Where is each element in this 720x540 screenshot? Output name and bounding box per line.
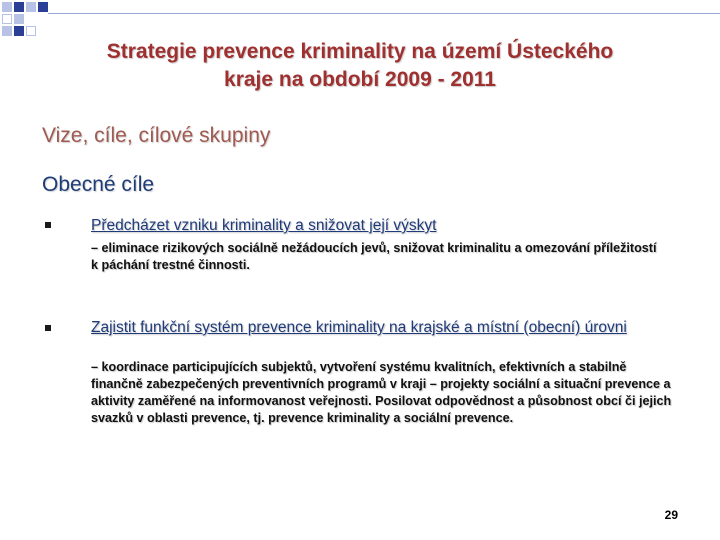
slide-subtitle: Vize, cíle, cílové skupiny (42, 124, 271, 147)
goal-title: Zajistit funkční systém prevence kriminality na krajské a místní (obecní) úrovni (91, 319, 627, 336)
slide-title (40, 38, 680, 94)
corner-decoration-square (14, 26, 24, 36)
section-heading: Obecné cíle (42, 173, 155, 196)
goal-description: – eliminace rizikových sociálně nežádoucích jevů, snižovat kriminalitu a omezování příležitostí k páchání trestné činnosti. (91, 241, 657, 272)
goal-title: Předcházet vzniku kriminality a snižovat její výskyt (91, 217, 437, 234)
corner-decoration-square (2, 2, 12, 12)
corner-decoration-square (26, 2, 36, 12)
corner-decoration-square (14, 2, 24, 12)
slide-title-line-2: kraje na období 2009 - 2011 (224, 68, 496, 91)
corner-decoration-square (2, 14, 12, 24)
page-number: 29 (664, 508, 678, 522)
corner-decoration-square (14, 14, 24, 24)
bullet-square-icon (45, 222, 51, 228)
goal-description: – koordinace participujících subjektů, vytvoření systému kvalitních, efektivních a stabilně finančně zabezpečených preventivních programů v kraji – projekty sociální a situační prevence a aktivity zaměřené na informovanost veřejnosti. Posilovat odpovědnost a působnost obcí či jejich svazků v oblasti prevence, tj. prevence kriminality a sociální prevence. (91, 360, 672, 425)
bullet-square-icon (45, 325, 51, 331)
header-rule (48, 13, 720, 14)
corner-decoration-square (38, 2, 48, 12)
corner-decoration-square (26, 26, 36, 36)
corner-decoration-square (2, 26, 12, 36)
slide-title-line-1: Strategie prevence kriminality na území Ústeckého (106, 40, 614, 63)
